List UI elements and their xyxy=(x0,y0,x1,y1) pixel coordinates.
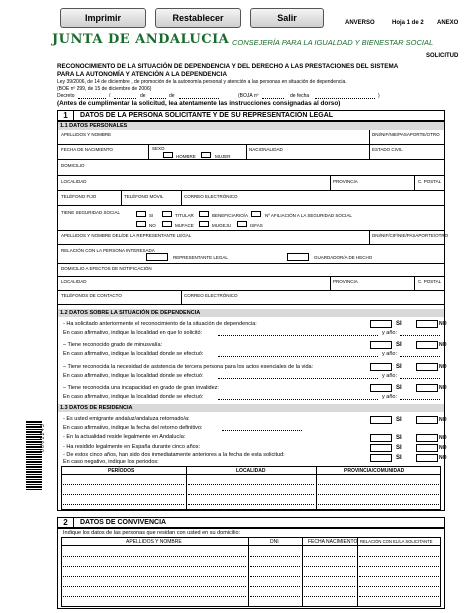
annex-side: ANVERSO xyxy=(345,20,375,26)
logo: JUNTA DE ANDALUCIA xyxy=(52,32,230,47)
q2-year-label: y año: xyxy=(382,351,397,357)
q3-text: – Tiene reconocida la necesidad de asistencia de tercera persona para los actos esenciales de la vida: xyxy=(63,364,314,370)
section2-title: DATOS DE CONVIVENCIA xyxy=(80,519,167,526)
ministry-name: CONSEJERÍA PARA LA IGUALDAD Y BIENESTAR SOCIAL xyxy=(232,38,434,47)
locality-label: LOCALIDAD xyxy=(61,179,87,184)
notif-address-label: DOMICILIO A EFECTOS DE NOTIFICACIÓN xyxy=(61,266,152,271)
ss-isfas-checkbox[interactable] xyxy=(237,221,247,227)
dependency-subheader: 1.2 DATOS SOBRE LA SITUACIÓN DE DEPENDENCIA xyxy=(58,309,444,317)
boja-number-field[interactable] xyxy=(262,98,284,99)
r3-yes-label: SI xyxy=(396,445,402,451)
q3-yes-label: SI xyxy=(396,364,402,370)
decree-day-field[interactable] xyxy=(150,98,166,99)
ss-beneficiary-label: BENEFICIARIO/A xyxy=(212,213,249,218)
civil-status-label: ESTADO CIVIL xyxy=(372,147,403,152)
ss-mugeju-checkbox[interactable] xyxy=(199,221,209,227)
q4-no-checkbox[interactable] xyxy=(416,384,438,392)
reset-button[interactable]: Restablecer xyxy=(155,8,241,28)
ss-number-label: Nº AFILIACIÓN A LA SEGURIDAD SOCIAL xyxy=(265,213,352,218)
nationality-label: NACIONALIDAD xyxy=(249,147,283,152)
q2-no-text: NO xyxy=(439,342,447,348)
q3-yes-checkbox[interactable] xyxy=(370,363,392,371)
contact-phone-label: TELÉFONOS DE CONTACTO xyxy=(61,293,122,298)
print-button[interactable]: Imprimir xyxy=(60,8,146,28)
q1-year-label: y año: xyxy=(382,330,397,336)
r3-text: - Ha residido legalmente en España durante cinco años: xyxy=(63,444,200,450)
q1b-text: En caso afirmativo, indique la localidad en que lo solicitó: xyxy=(63,330,203,336)
ss-number-checkbox[interactable] xyxy=(251,211,261,217)
cohab-col-dni: DNI xyxy=(270,539,279,545)
rep-name-label: APELLIDOS Y NOMBRE DEL/DE LA REPRESENTANTE LEGAL xyxy=(61,233,192,238)
ss-holder-label: TITULAR xyxy=(175,213,194,218)
q4b-text: En caso afirmativo, indique la localidad donde se efectuó: xyxy=(63,394,204,400)
boja-close: ) xyxy=(378,93,380,99)
legal-rep-label: REPRESENTANTE LEGAL xyxy=(173,255,228,260)
notif-postal-label: C. POSTAL xyxy=(418,279,442,284)
r1b-text: En caso afirmativo, indique la fecha del retorno definitivo: xyxy=(63,425,203,431)
q2-year-field[interactable] xyxy=(400,356,440,357)
personal-data-subheader: 1.1 DATOS PERSONALES xyxy=(58,122,444,130)
ss-beneficiary-checkbox[interactable] xyxy=(199,211,209,217)
q1-year-field[interactable] xyxy=(400,335,440,336)
social-security-label: TIENE SEGURIDAD SOCIAL xyxy=(61,210,121,215)
q4-yes-label: SI xyxy=(396,385,402,391)
ss-isfas-label: ISFAS xyxy=(250,223,263,228)
birth-date-label: FECHA DE NACIMIENTO xyxy=(61,147,113,152)
section1-title: DATOS DE LA PERSONA SOLICITANTE Y DE SU REPRESENTACIÓN LEGAL xyxy=(80,112,334,119)
r5-text: En caso negativo, indique los periodos: xyxy=(63,459,159,465)
decree-slash: / xyxy=(109,93,111,99)
r1-yes-label: SI xyxy=(396,417,402,423)
legal-rep-checkbox[interactable] xyxy=(146,253,168,261)
q1-yes-checkbox[interactable] xyxy=(370,320,392,328)
boja-date-label: de fecha xyxy=(290,93,310,99)
guardian-label: GUARDADOR/A DE HECHO xyxy=(314,255,373,260)
annex-label: ANEXO xyxy=(437,20,459,26)
section1-header xyxy=(57,110,445,121)
r4-yes-label: SI xyxy=(396,455,402,461)
province-col-header: PROVINCIA/COMUNIDAD xyxy=(344,468,405,474)
r1-text: - Es usted emigrante andaluz/andaluza retornado/a: xyxy=(63,416,190,422)
email-label: CORREO ELECTRÓNICO xyxy=(184,194,238,199)
postal-label: C. POSTAL xyxy=(418,179,442,184)
decree-year-field[interactable] xyxy=(114,98,136,99)
q4-locality-field[interactable] xyxy=(218,399,378,400)
r1-no-checkbox[interactable] xyxy=(416,416,438,424)
cohab-col-birth: FECHA NACIMIENTO xyxy=(308,539,358,545)
q1-locality-field[interactable] xyxy=(218,335,378,336)
instructions-note: (Antes de cumplimentar la solicitud, lea atentamente las instrucciones consignadas al dorso) xyxy=(57,100,341,107)
r4-text: - De estos cinco años, han sido dos inmediatamente anteriores a la fecha de esta solicitud: xyxy=(63,452,285,458)
notif-province-label: PROVINCIA xyxy=(333,279,358,284)
r3-no-text: NO xyxy=(439,445,447,451)
r2-no-checkbox[interactable] xyxy=(416,434,438,442)
ss-muface-label: MUFACE xyxy=(175,223,194,228)
decree-month-field[interactable] xyxy=(179,98,219,99)
q1-no-text: NO xyxy=(439,321,447,327)
ss-holder-checkbox[interactable] xyxy=(162,211,172,217)
section2-number: 2 xyxy=(58,518,74,527)
r2-no-text: NO xyxy=(439,435,447,441)
q3b-text: En caso afirmativo, indique la localidad donde se efectuó: xyxy=(63,373,204,379)
sex-male-label: HOMBRE xyxy=(176,154,196,159)
ss-muface-checkbox[interactable] xyxy=(162,221,172,227)
q1-text: - Ha solicitado anteriormente el reconocimiento de la situación de dependencia: xyxy=(63,321,257,327)
ss-no-checkbox[interactable] xyxy=(136,221,146,227)
sex-female-checkbox[interactable] xyxy=(201,152,211,158)
r1-date-field[interactable] xyxy=(222,430,302,431)
barcode-digits: 0 0 0 1 2 4 3 xyxy=(40,424,46,452)
q2-yes-label: SI xyxy=(396,342,402,348)
q2-no-checkbox[interactable] xyxy=(416,341,438,349)
mobile-label: TELÉFONO MÓVIL xyxy=(124,194,164,199)
form-kind: SOLICITUD xyxy=(426,53,459,59)
r1-yes-checkbox[interactable] xyxy=(370,416,392,424)
q2-yes-checkbox[interactable] xyxy=(370,341,392,349)
locality-col-header: LOCALIDAD xyxy=(236,468,266,474)
relation-label: RELACIÓN CON LA PERSONA INTERESADA xyxy=(61,248,155,253)
boja-date-field[interactable] xyxy=(315,98,375,99)
residence-subheader: 1.3 DATOS DE RESIDENCIA xyxy=(58,404,444,412)
exit-button[interactable]: Salir xyxy=(250,8,324,28)
section2-intro: Indique los datos de las personas que residan con usted en su domicilio: xyxy=(63,530,241,536)
q1-yes-label: SI xyxy=(396,321,402,327)
r1-no-text: NO xyxy=(439,417,447,423)
dni-label: DNI/NIF/NIE/PASAPORTE/OTRO xyxy=(372,132,440,137)
decree-number-field[interactable] xyxy=(78,98,106,99)
ss-yes-label: SI xyxy=(149,213,154,218)
r3-no-checkbox[interactable] xyxy=(416,444,438,452)
r2-yes-checkbox[interactable] xyxy=(370,434,392,442)
r2-text: - En la actualidad reside legalmente en Andalucía: xyxy=(63,434,186,440)
r4-no-text: NO xyxy=(439,455,447,461)
q2-locality-field[interactable] xyxy=(218,356,378,357)
r3-yes-checkbox[interactable] xyxy=(370,444,392,452)
boja-label: (BOJA nº xyxy=(238,93,259,99)
q2-text: – Tiene reconocido grado de minusvalía: xyxy=(63,342,163,348)
cohab-col-name: APELLIDOS Y NOMBRE xyxy=(126,539,182,545)
ss-mugeju-label: MUGEJU xyxy=(212,223,231,228)
sex-male-checkbox[interactable] xyxy=(163,152,173,158)
cohab-col-relation: RELACIÓN CON EL/LA SOLICITANTE xyxy=(360,539,433,544)
province-label: PROVINCIA xyxy=(333,179,358,184)
ss-yes-checkbox[interactable] xyxy=(136,211,146,217)
q4-no-text: NO xyxy=(439,385,447,391)
r4-no-checkbox[interactable] xyxy=(416,454,438,462)
rep-dni-label: DNI/NIF/CIF/NIE/PASAPORTE/OTRO xyxy=(372,233,449,238)
r2-yes-label: SI xyxy=(396,435,402,441)
notif-locality-label: LOCALIDAD xyxy=(61,279,87,284)
q3-no-checkbox[interactable] xyxy=(416,363,438,371)
title-line2: PARA LA AUTONOMÍA Y ATENCIÓN A LA DEPENDENCIA xyxy=(57,71,228,78)
q4-year-label: y año: xyxy=(382,394,397,400)
r4-yes-checkbox[interactable] xyxy=(370,454,392,462)
section1-number: 1 xyxy=(58,111,74,120)
guardian-checkbox[interactable] xyxy=(287,253,309,261)
q4-yes-checkbox[interactable] xyxy=(370,384,392,392)
q4-text: – Tiene reconocida una incapacidad en grado de gran invalidez: xyxy=(63,385,219,391)
boe-reference: (BOE nº 299, de 15 de diciembre de 2006) xyxy=(57,86,152,92)
q3-no-text: NO xyxy=(439,364,447,370)
title-line1: RECONOCIMIENTO DE LA SITUACIÓN DE DEPENDENCIA Y DEL DERECHO A LAS PRESTACIONES DEL SISTEMA xyxy=(57,63,399,70)
sex-label: SEXO xyxy=(152,146,165,151)
decree-of: de xyxy=(140,93,146,99)
phone-label: TELÉFONO FIJO xyxy=(61,194,97,199)
q4-year-field[interactable] xyxy=(400,399,440,400)
q3-year-field[interactable] xyxy=(400,378,440,379)
sheet-number: Hoja 1 de 2 xyxy=(392,20,424,26)
q3-year-label: y año: xyxy=(382,373,397,379)
address-label: DOMICILIO xyxy=(61,163,85,168)
decree-of-2: de xyxy=(169,93,175,99)
surnames-name-label: APELLIDOS Y NOMBRE xyxy=(61,132,112,137)
notif-email-label: CORREO ELECTRÓNICO xyxy=(184,293,238,298)
section2-header xyxy=(57,517,445,528)
decree-prefix: Decreto xyxy=(57,93,75,99)
q3-locality-field[interactable] xyxy=(218,378,378,379)
ss-no-label: NO xyxy=(149,223,156,228)
sex-female-label: MUJER xyxy=(215,154,231,159)
law-reference: Ley 39/2006, de 14 de diciembre , de promoción de la autonomía personal y atención a las personas en situación de dependencia. xyxy=(57,79,347,85)
q1-no-checkbox[interactable] xyxy=(416,320,438,328)
q2b-text: En caso afirmativo, indique la localidad donde se efectuó: xyxy=(63,351,204,357)
periods-col-header: PERÍODOS xyxy=(108,468,135,474)
